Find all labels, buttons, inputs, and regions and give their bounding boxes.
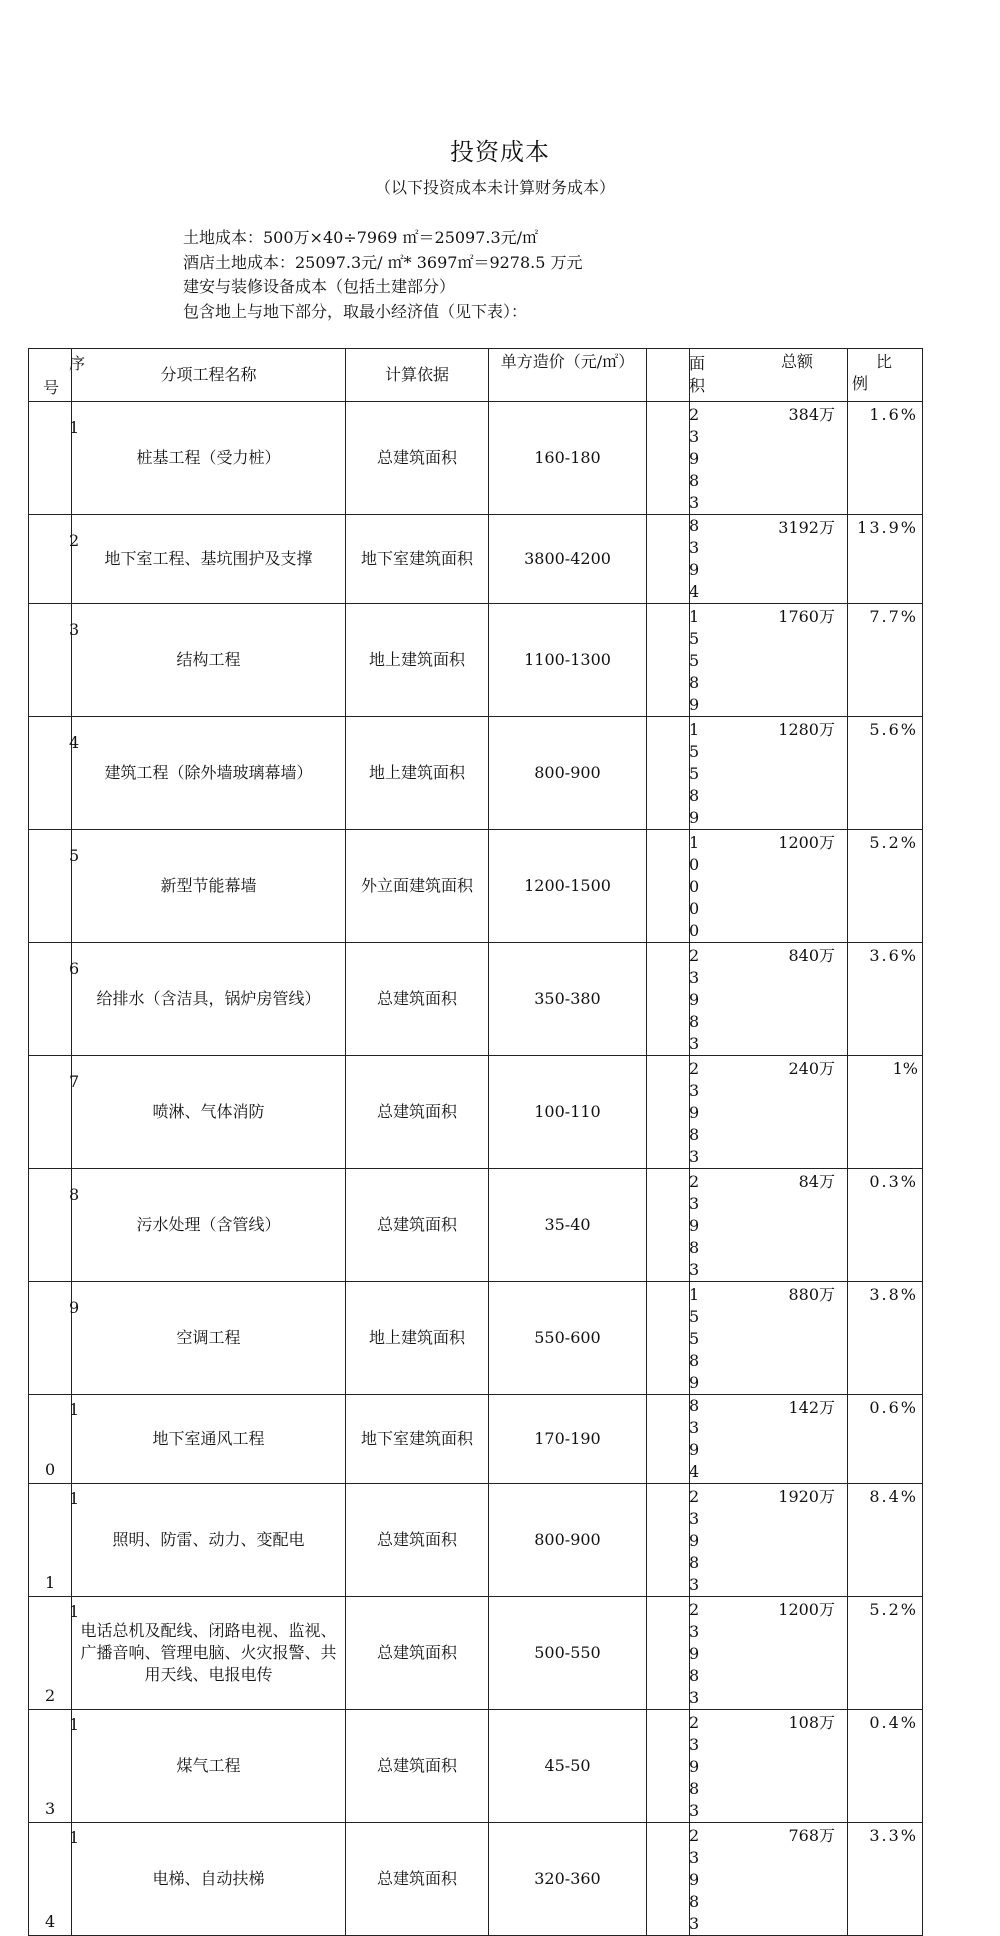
cell-total: 768万 xyxy=(690,1823,848,1936)
cell-unit-price: 500-550 xyxy=(489,1597,647,1710)
cell-total: 1200万 xyxy=(690,1597,848,1710)
cell-ratio: 1% xyxy=(848,1056,923,1169)
cell-calc-basis: 总建筑面积 xyxy=(346,1056,489,1169)
table-row xyxy=(29,943,923,1056)
cell-total: 240万 xyxy=(690,1056,848,1169)
cell-calc-basis: 总建筑面积 xyxy=(346,1823,489,1936)
table-row xyxy=(29,1484,923,1597)
cell-area: 23983 xyxy=(647,1823,690,1936)
cell-total: 142万 xyxy=(690,1395,848,1484)
cell-serial-number: 6 xyxy=(29,943,72,1056)
cell-item-name: 新型节能幕墙 xyxy=(72,830,346,943)
cell-area: 23983 xyxy=(647,1710,690,1823)
cell-serial-number: 8 xyxy=(29,1169,72,1282)
cell-ratio: 3.6% xyxy=(848,943,923,1056)
cell-item-name: 地下室工程、基坑围护及支撑 xyxy=(72,515,346,604)
table-row xyxy=(29,604,923,717)
cell-unit-price: 550-600 xyxy=(489,1282,647,1395)
cell-area: 23983 xyxy=(647,1056,690,1169)
cell-serial-number: 7 xyxy=(29,1056,72,1169)
cell-area: 23983 xyxy=(647,402,690,515)
cell-serial-number: 3 xyxy=(29,604,72,717)
cell-ratio: 5.2% xyxy=(848,830,923,943)
cell-item-name: 建筑工程（除外墙玻璃幕墙） xyxy=(72,717,346,830)
intro-line-land-cost: 土地成本：500万×40÷7969 ㎡＝25097.3元/㎡ xyxy=(183,228,539,247)
cell-serial-number: 1 3 xyxy=(29,1710,72,1823)
cell-area: 23983 xyxy=(647,1484,690,1597)
cell-ratio: 7.7% xyxy=(848,604,923,717)
cell-calc-basis: 地下室建筑面积 xyxy=(346,515,489,604)
cell-item-name: 污水处理（含管线） xyxy=(72,1169,346,1282)
cell-total: 3192万 xyxy=(690,515,848,604)
intro-paragraph xyxy=(183,226,583,324)
cell-ratio: 13.9% xyxy=(848,515,923,604)
cell-total: 1200万 xyxy=(690,830,848,943)
header-total: 总额 xyxy=(690,349,848,402)
header-unit-price: 单方造价（元/㎡） xyxy=(489,349,647,402)
cell-item-name: 电梯、自动扶梯 xyxy=(72,1823,346,1936)
cell-serial-number: 2 xyxy=(29,515,72,604)
cell-item-name: 煤气工程 xyxy=(72,1710,346,1823)
cell-unit-price: 45-50 xyxy=(489,1710,647,1823)
cell-serial-number: 1 1 xyxy=(29,1484,72,1597)
cell-serial-number: 1 2 xyxy=(29,1597,72,1710)
cell-unit-price: 100-110 xyxy=(489,1056,647,1169)
cell-unit-price: 800-900 xyxy=(489,1484,647,1597)
cost-table xyxy=(28,348,923,1936)
cell-unit-price: 1200-1500 xyxy=(489,830,647,943)
cell-serial-number: 1 0 xyxy=(29,1395,72,1484)
header-calc-basis: 计算依据 xyxy=(346,349,489,402)
cell-unit-price: 3800-4200 xyxy=(489,515,647,604)
cell-total: 1280万 xyxy=(690,717,848,830)
cell-item-name: 空调工程 xyxy=(72,1282,346,1395)
cell-calc-basis: 总建筑面积 xyxy=(346,402,489,515)
cell-calc-basis: 总建筑面积 xyxy=(346,1710,489,1823)
header-area: 面积 xyxy=(647,349,690,402)
cell-area: 15589 xyxy=(647,717,690,830)
cell-serial-number: 1 4 xyxy=(29,1823,72,1936)
header-serial-number: 序 号 xyxy=(29,349,72,402)
cell-total: 1760万 xyxy=(690,604,848,717)
table-body xyxy=(29,402,923,1936)
cell-ratio: 0.6% xyxy=(848,1395,923,1484)
table-row xyxy=(29,1395,923,1484)
cell-area: 23983 xyxy=(647,1169,690,1282)
table-row xyxy=(29,402,923,515)
table-row xyxy=(29,1710,923,1823)
cell-ratio: 8.4% xyxy=(848,1484,923,1597)
table-row xyxy=(29,1597,923,1710)
cell-unit-price: 35-40 xyxy=(489,1169,647,1282)
cell-serial-number: 5 xyxy=(29,830,72,943)
table-row xyxy=(29,717,923,830)
cell-item-name: 给排水（含洁具，锅炉房管线） xyxy=(72,943,346,1056)
cell-unit-price: 800-900 xyxy=(489,717,647,830)
cell-ratio: 5.6% xyxy=(848,717,923,830)
cell-item-name: 地下室通风工程 xyxy=(72,1395,346,1484)
cell-calc-basis: 外立面建筑面积 xyxy=(346,830,489,943)
table-row xyxy=(29,1056,923,1169)
cell-total: 84万 xyxy=(690,1169,848,1282)
cell-unit-price: 350-380 xyxy=(489,943,647,1056)
table-row xyxy=(29,1282,923,1395)
cell-total: 840万 xyxy=(690,943,848,1056)
table-header-row xyxy=(29,349,923,402)
cell-calc-basis: 总建筑面积 xyxy=(346,1484,489,1597)
cell-item-name: 照明、防雷、动力、变配电 xyxy=(72,1484,346,1597)
intro-line-hotel-land-cost: 酒店土地成本：25097.3元/ ㎡* 3697㎡＝9278.5 万元 xyxy=(183,252,583,272)
cell-area: 23983 xyxy=(647,1597,690,1710)
table-row xyxy=(29,515,923,604)
cell-area: 8394 xyxy=(647,515,690,604)
page-title: 投资成本 xyxy=(450,138,550,166)
intro-line-scope-note: 包含地上与地下部分，取最小经济值（见下表）： xyxy=(183,301,528,321)
page-subtitle: （以下投资成本未计算财务成本） xyxy=(374,178,615,197)
cell-ratio: 3.3% xyxy=(848,1823,923,1936)
cell-calc-basis: 总建筑面积 xyxy=(346,943,489,1056)
cell-ratio: 0.4% xyxy=(848,1710,923,1823)
cell-calc-basis: 地下室建筑面积 xyxy=(346,1395,489,1484)
intro-line-construction-cost: 建安与装修设备成本（包括土建部分） xyxy=(183,277,456,296)
cell-calc-basis: 地上建筑面积 xyxy=(346,1282,489,1395)
cell-unit-price: 170-190 xyxy=(489,1395,647,1484)
cell-unit-price: 320-360 xyxy=(489,1823,647,1936)
cell-unit-price: 1100-1300 xyxy=(489,604,647,717)
cell-calc-basis: 地上建筑面积 xyxy=(346,717,489,830)
cell-item-name: 喷淋、气体消防 xyxy=(72,1056,346,1169)
cell-calc-basis: 总建筑面积 xyxy=(346,1169,489,1282)
cell-item-name: 电话总机及配线、闭路电视、监视、广播音响、管理电脑、火灾报警、共用天线、电报电传 xyxy=(72,1597,346,1710)
cell-area: 15589 xyxy=(647,604,690,717)
cell-total: 880万 xyxy=(690,1282,848,1395)
table-row xyxy=(29,830,923,943)
cell-total: 108万 xyxy=(690,1710,848,1823)
cell-ratio: 3.8% xyxy=(848,1282,923,1395)
cell-calc-basis: 地上建筑面积 xyxy=(346,604,489,717)
cell-ratio: 5.2% xyxy=(848,1597,923,1710)
cell-item-name: 结构工程 xyxy=(72,604,346,717)
cell-area: 23983 xyxy=(647,943,690,1056)
cell-serial-number: 1 xyxy=(29,402,72,515)
cell-area: 15589 xyxy=(647,1282,690,1395)
header-item-name: 分项工程名称 xyxy=(72,349,346,402)
cell-serial-number: 4 xyxy=(29,717,72,830)
cell-area: 10000 xyxy=(647,830,690,943)
cell-unit-price: 160-180 xyxy=(489,402,647,515)
cell-area: 8394 xyxy=(647,1395,690,1484)
cell-total: 1920万 xyxy=(690,1484,848,1597)
cell-calc-basis: 总建筑面积 xyxy=(346,1597,489,1710)
header-ratio: 比 例 xyxy=(848,349,923,402)
table-row xyxy=(29,1823,923,1936)
cell-serial-number: 9 xyxy=(29,1282,72,1395)
cell-total: 384万 xyxy=(690,402,848,515)
table-row xyxy=(29,1169,923,1282)
cell-ratio: 1.6% xyxy=(848,402,923,515)
cell-item-name: 桩基工程（受力桩） xyxy=(72,402,346,515)
cell-ratio: 0.3% xyxy=(848,1169,923,1282)
